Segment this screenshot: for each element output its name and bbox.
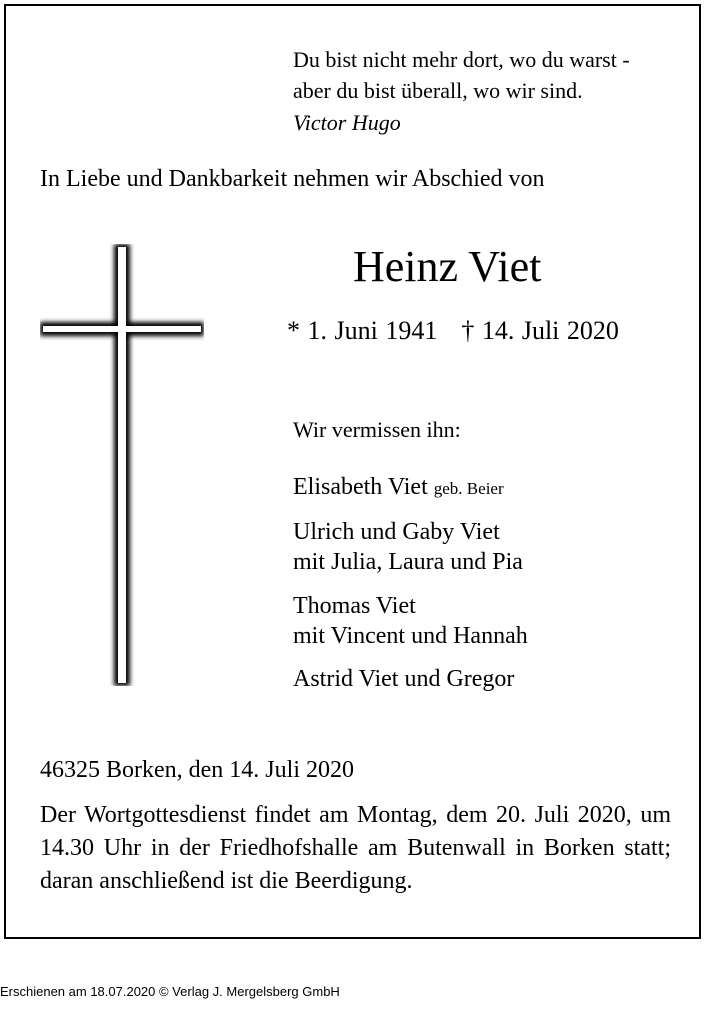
death-date: † 14. Juli 2020 [461, 316, 619, 345]
quote [293, 44, 630, 106]
location-date: 46325 Borken, den 14. Juli 2020 [40, 757, 354, 783]
list-item [293, 591, 528, 651]
service-text: Der Wortgottesdienst findet am Montag, dem 20. Juli 2020, um 14.30 Uhr in der Friedhofshalle am Butenwall in Borken statt; daran anschließend ist die Beerdigung. [40, 802, 671, 894]
mourner-children: mit Julia, Laura und Pia [293, 549, 523, 575]
quote-author: Victor Hugo [293, 110, 401, 135]
mourner-name: Ulrich und Gaby Viet [293, 519, 500, 545]
cross-icon [40, 244, 204, 686]
deceased-name: Heinz Viet [353, 242, 542, 291]
mourner-name: Elisabeth Viet [293, 474, 428, 500]
intro-text: In Liebe und Dankbarkeit nehmen wir Abschied von [40, 166, 545, 192]
mourner-name: Thomas Viet [293, 593, 416, 619]
list-item [293, 517, 528, 577]
mourner-note: geb. Beier [433, 479, 504, 498]
list-item [293, 472, 528, 504]
quote-line-1: Du bist nicht mehr dort, wo du warst - [293, 47, 630, 72]
mourner-children: mit Vincent und Hannah [293, 623, 528, 649]
list-item [293, 664, 528, 694]
quote-line-2: aber du bist überall, wo wir sind. [293, 78, 583, 103]
publication-footer: Erschienen am 18.07.2020 © Verlag J. Mergelsberg GmbH [0, 984, 340, 999]
birth-date: * 1. Juni 1941 [287, 316, 438, 345]
mourner-name: Astrid Viet und Gregor [293, 666, 515, 692]
mourners-list [293, 472, 528, 707]
mourners-heading: Wir vermissen ihn: [293, 417, 461, 442]
life-dates [287, 316, 619, 346]
